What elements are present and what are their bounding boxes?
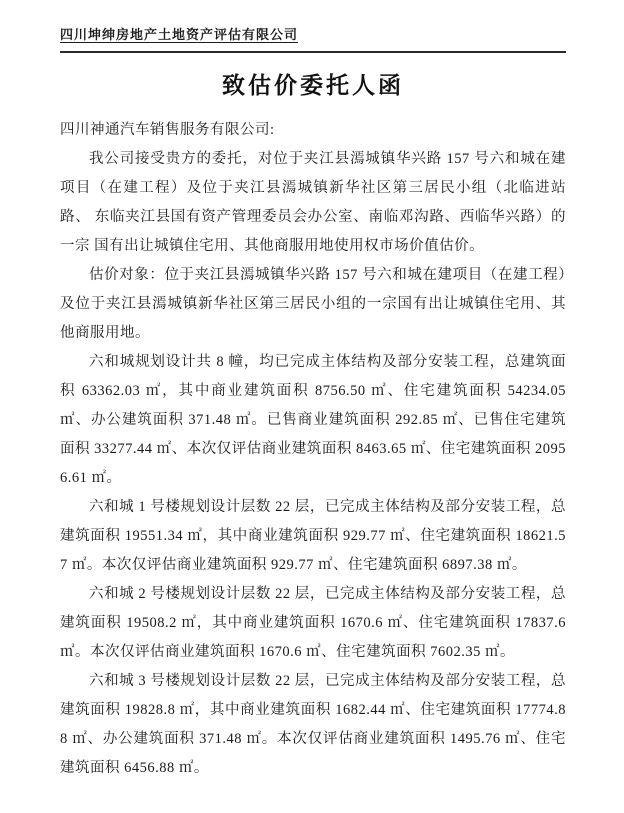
company-name: 四川坤绅房地产土地资产评估有限公司 (60, 27, 299, 42)
recipient-line: 四川神通汽车销售服务有限公司: (60, 122, 275, 138)
page-title: 致估价委托人函 (222, 73, 404, 98)
paragraph-project-overview: 六和城规划设计共 8 幢，均已完成主体结构及部分安装工程，总建筑面积 63362.03 ㎡，其中商业建筑面积 8756.50 ㎡、住宅建筑面积 54234.05 ㎡、办公建筑面积 371.48 ㎡。已售商业建筑面积 292.85 ㎡、已售住宅建筑面积 33277.44 ㎡、本次仅评估商业建筑面积 8463.65 ㎡、住宅建筑面积 20956.61 ㎡。 (60, 354, 566, 486)
document-body (60, 116, 566, 783)
paragraph-appraisal-object: 估价对象：位于夹江县漹城镇华兴路 157 号六和城在建项目（在建工程）及位于夹江县漹城镇新华社区第三居民小组的一宗国有出让城镇住宅用、其他商服用地。 (60, 267, 566, 341)
paragraph-building-2: 六和城 2 号楼规划设计层数 22 层，已完成主体结构及部分安装工程，总建筑面积 19508.2 ㎡，其中商业建筑面积 1670.6 ㎡、住宅建筑面积 17837.6 ㎡。本次仅评估商业建筑面积 1670.6 ㎡、住宅建筑面积 7602.35 ㎡。 (60, 586, 566, 660)
paragraph-commission: 我公司接受贵方的委托，对位于夹江县漹城镇华兴路 157 号六和城在建项目（在建工程）及位于夹江县漹城镇新华社区第三居民小组（北临进站路、 东临夹江县国有资产管理委员会办公室、南临邓沟路、西临华兴路）的一宗 国有出让城镇住宅用、其他商服用地使用权市场价值估价。 (60, 151, 566, 254)
document-header (60, 24, 566, 53)
paragraph-building-3: 六和城 3 号楼规划设计层数 22 层，已完成主体结构及部分安装工程，总建筑面积 19828.8 ㎡，其中商业建筑面积 1682.44 ㎡、住宅建筑面积 17774.88 ㎡、办公建筑面积 371.48 ㎡。本次仅评估商业建筑面积 1495.76 ㎡、住宅建筑面积 6456.88 ㎡。 (60, 673, 566, 776)
paragraph-building-1: 六和城 1 号楼规划设计层数 22 层，已完成主体结构及部分安装工程，总建筑面积 19551.34 ㎡，其中商业建筑面积 929.77 ㎡、住宅建筑面积 18621.57 ㎡。本次仅评估商业建筑面积 929.77 ㎡、住宅建筑面积 6897.38 ㎡。 (60, 499, 566, 573)
